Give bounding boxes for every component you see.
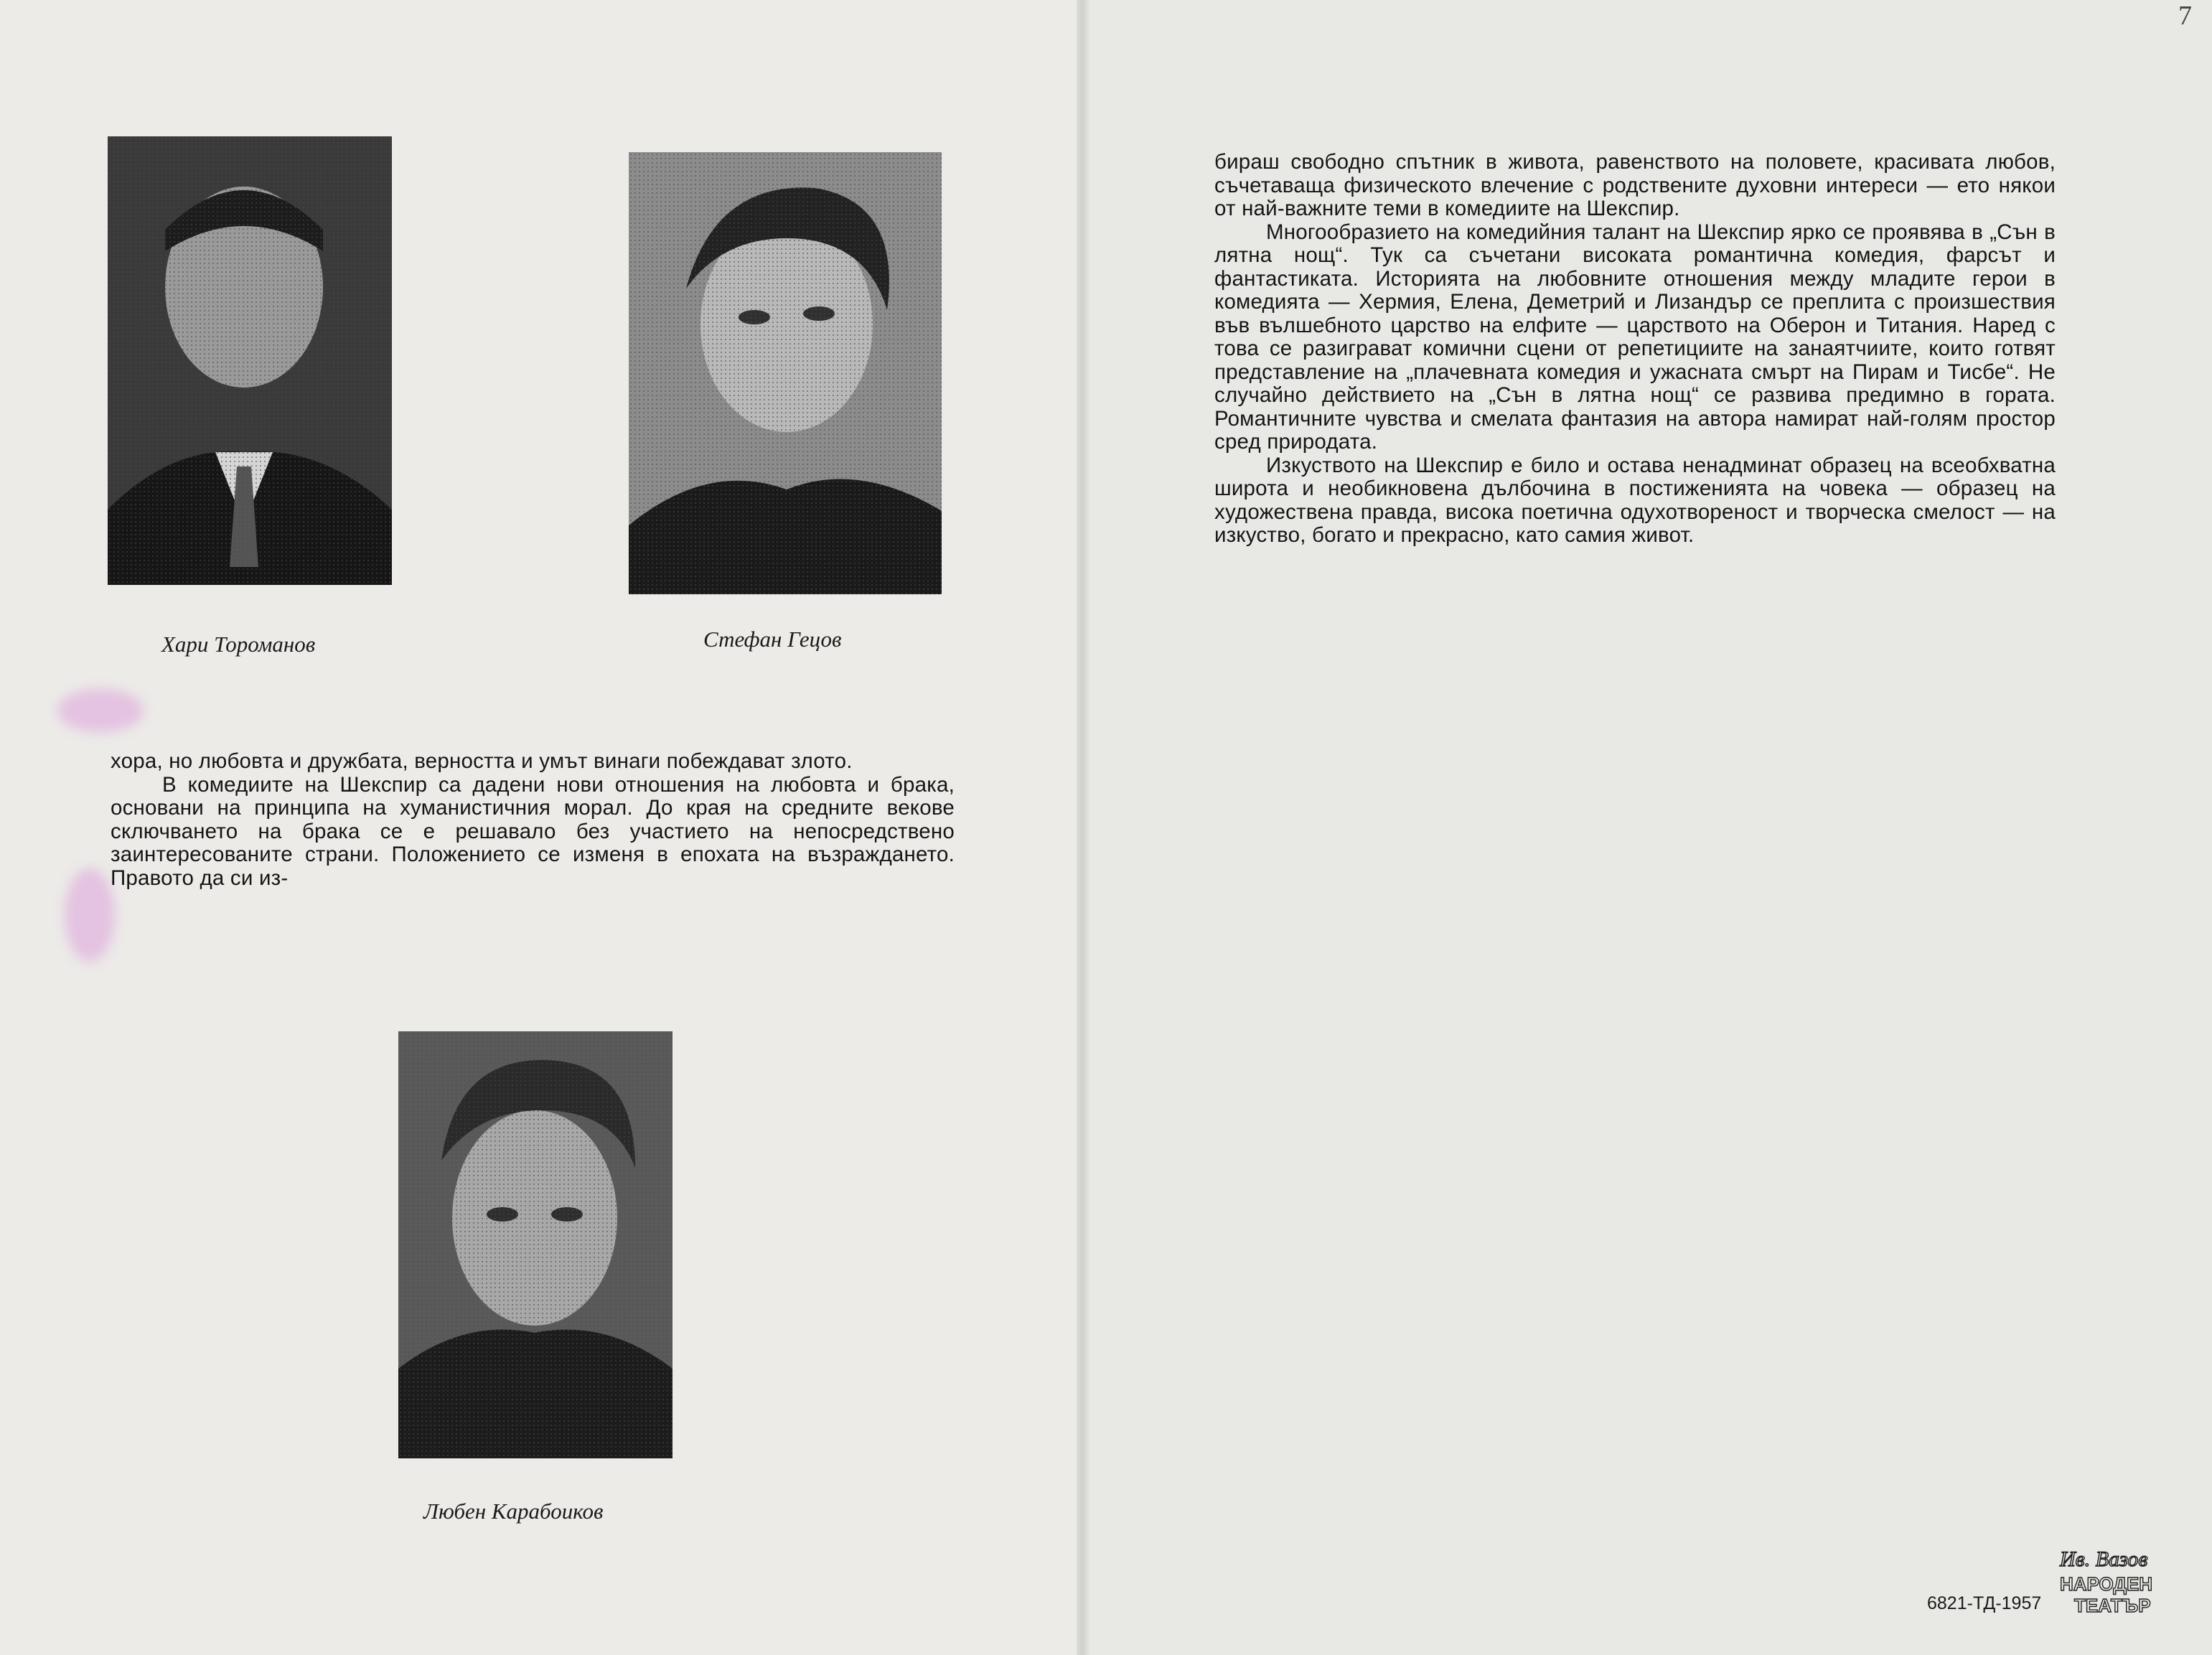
caption-photo-1: Хари Тороманов (161, 632, 316, 657)
portrait-photo-2 (629, 152, 942, 594)
right-paragraph-1: бираш свободно спътник в живота, равенството на половете, красивата любов, съчетаваща физическото влечение с родствените духовни интереси — ето някои от най-важните теми в комедиите на Шекспир. (1214, 150, 2056, 220)
stamp-signature: Ив. Вазов (2060, 1547, 2148, 1571)
print-code: 6821-ТД-1957 (1927, 1593, 2042, 1613)
stain (65, 868, 115, 962)
page-number-mark: 7 (2178, 1, 2192, 31)
stamp-line-3: ТЕАТЪР (2074, 1595, 2151, 1616)
right-paragraph-3: Изкуството на Шекспир е било и остава ненадминат образец на всеобхватна широта и необикновена дълбочина в постиженията на човека — образец на художествена правда, висока поетична одухотвореност и творческа смелост — на изкуство, богато и прекрасно, като самия живот. (1214, 453, 2056, 547)
left-paragraph-2: В комедиите на Шекспир са дадени нови отношения на любовта и брака, основани на принципа на хуманистичния морал. До края на средните векове сключването на брака се е решавало без участието на непосредствено заинтересованите страни. Положението се изменя в епохата на възраждането. Правото да си из- (111, 772, 955, 890)
portrait-photo-1 (108, 136, 392, 585)
page-fold (1077, 0, 1089, 1655)
stamp-line-2: НАРОДЕН (2060, 1573, 2153, 1595)
left-paragraph-1: хора, но любовта и дружбата, верността и умът винаги побеждават злото. (111, 749, 853, 773)
stamp-drawing (2053, 1542, 2182, 1621)
caption-photo-3: Любен Карабоиков (423, 1499, 604, 1524)
left-body-text (111, 750, 955, 890)
right-body-text (1214, 151, 2056, 548)
right-paragraph-2: Многообразието на комедийния талант на Шекспир ярко се проявява в „Сън в лятна нощ“. Тук са съчетани високата романтична комедия, фарсът и фантастиката. Историята на любовните отношения между младите герои в комедията — Хермия, Елена, Деметрий и Лизандър се преплита с произшествия във вълшебното царство на елфите — царството на Оберон и Титания. Наред с това се разиграват комични сцени от репетициите на занаятчиите, които готвят представление на „плачевната комедия и ужасната смърт на Пирам и Тисбе“. Не случайно действието на „Сън в лятна нощ“ се развива предимно в гората. Романтичните чувства и смелата фантазия на автора намират най-голям простор сред природата. (1214, 220, 2056, 454)
portrait-photo-3 (398, 1031, 672, 1458)
stain (57, 689, 144, 732)
theatre-stamp (2053, 1542, 2182, 1621)
caption-photo-2: Стефан Гецов (703, 627, 842, 652)
